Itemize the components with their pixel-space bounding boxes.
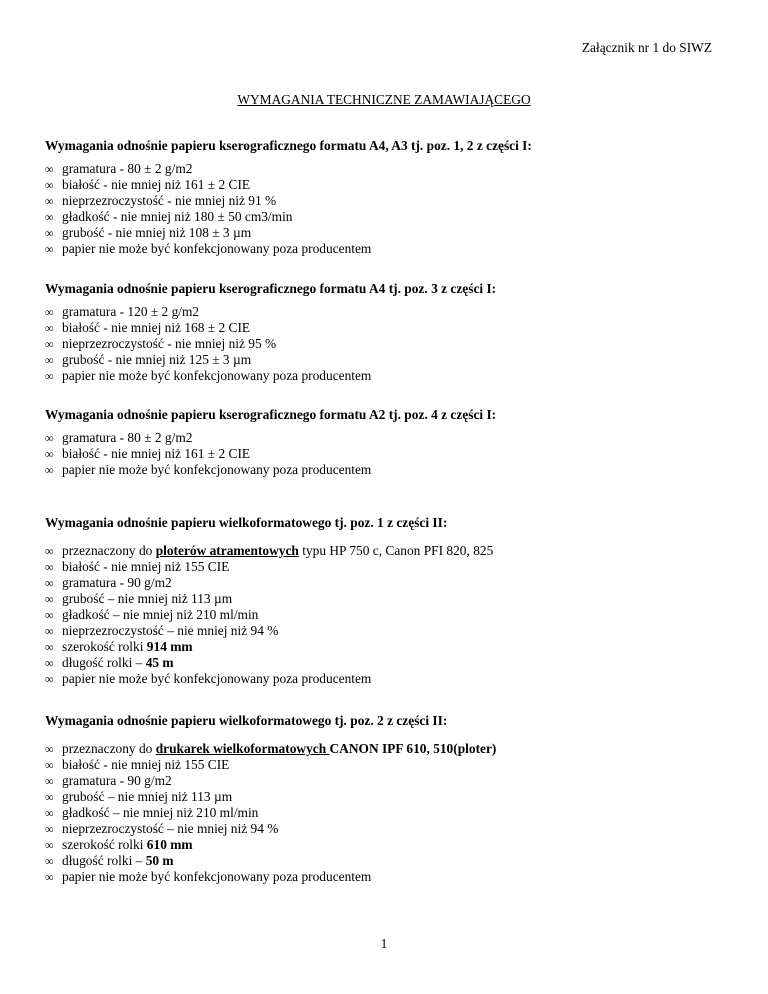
list-item: ∞ nieprzezroczystość – nie mniej niż 94 %	[45, 821, 279, 836]
list-item: ∞ gramatura - 80 ± 2 g/m2	[45, 161, 193, 176]
list-item: ∞ gramatura - 90 g/m2	[45, 773, 172, 788]
list-item: ∞ papier nie może być konfekcjonowany poza producentem	[45, 462, 372, 477]
bullet-icon: ∞	[45, 463, 54, 477]
list-item: ∞ grubość - nie mniej niż 125 ± 3 µm	[45, 352, 252, 367]
section-a4	[45, 281, 728, 384]
list-item: ∞ szerokość rolki 914 mm	[45, 639, 193, 654]
bullet-icon: ∞	[45, 838, 54, 852]
bullet-icon: ∞	[45, 854, 54, 868]
bullet-icon: ∞	[45, 624, 54, 638]
bullet-icon: ∞	[45, 210, 54, 224]
bullet-icon: ∞	[45, 242, 54, 256]
list-item: ∞ długość rolki – 45 m	[45, 655, 174, 670]
list-item: ∞ długość rolki – 50 m	[45, 853, 174, 868]
list-item: ∞ gładkość – nie mniej niż 210 ml/min	[45, 805, 259, 820]
bullet-icon: ∞	[45, 790, 54, 804]
list-item: ∞ gładkość - nie mniej niż 180 ± 50 cm3/min	[45, 209, 293, 224]
section-wide-format-1	[45, 515, 728, 687]
bullet-icon: ∞	[45, 431, 54, 445]
list-item: ∞ papier nie może być konfekcjonowany poza producentem	[45, 869, 372, 884]
list-item: ∞ gładkość – nie mniej niż 210 ml/min	[45, 607, 259, 622]
page-number: 1	[380, 936, 388, 951]
bullet-icon: ∞	[45, 194, 54, 208]
bullet-icon: ∞	[45, 337, 54, 351]
list-item: ∞ białość - nie mniej niż 168 ± 2 CIE	[45, 320, 251, 335]
section-wide-format-2	[45, 713, 728, 885]
list-item: ∞ przeznaczony do ploterów atramentowych typu HP 750 c, Canon PFI 820, 825	[45, 543, 494, 558]
list-item: ∞ papier nie może być konfekcjonowany poza producentem	[45, 241, 372, 256]
bullet-icon: ∞	[45, 321, 54, 335]
list-item: ∞ gramatura - 120 ± 2 g/m2	[45, 304, 200, 319]
section-a4-a3	[45, 138, 728, 257]
annex-label: Załącznik nr 1 do SIWZ	[581, 40, 712, 55]
requirements-list	[45, 161, 728, 257]
list-item: ∞ nieprzezroczystość - nie mniej niż 95 %	[45, 336, 277, 351]
bullet-icon: ∞	[45, 544, 54, 558]
list-item: ∞ białość - nie mniej niż 161 ± 2 CIE	[45, 177, 251, 192]
bullet-icon: ∞	[45, 305, 54, 319]
requirements-list	[45, 741, 728, 885]
section-heading: Wymagania odnośnie papieru kserograficznego formatu A2 tj. poz. 4 z części I:	[45, 407, 497, 422]
list-item: ∞ papier nie może być konfekcjonowany poza producentem	[45, 671, 372, 686]
list-item: ∞ przeznaczony do drukarek wielkoformatowych CANON IPF 610, 510(ploter)	[45, 741, 497, 756]
bullet-icon: ∞	[45, 178, 54, 192]
bullet-icon: ∞	[45, 774, 54, 788]
list-item: ∞ nieprzezroczystość – nie mniej niż 94 %	[45, 623, 279, 638]
requirements-list	[45, 304, 728, 384]
bullet-icon: ∞	[45, 369, 54, 383]
section-heading: Wymagania odnośnie papieru kserograficznego formatu A4, A3 tj. poz. 1, 2 z części I:	[45, 138, 532, 153]
bullet-icon: ∞	[45, 608, 54, 622]
section-a2	[45, 407, 728, 478]
bullet-icon: ∞	[45, 806, 54, 820]
list-item: ∞ szerokość rolki 610 mm	[45, 837, 193, 852]
list-item: ∞ nieprzezroczystość - nie mniej niż 91 %	[45, 193, 277, 208]
section-heading: Wymagania odnośnie papieru wielkoformatowego tj. poz. 2 z części II:	[45, 713, 448, 728]
section-heading: Wymagania odnośnie papieru kserograficznego formatu A4 tj. poz. 3 z części I:	[45, 281, 497, 296]
section-heading: Wymagania odnośnie papieru wielkoformatowego tj. poz. 1 z części II:	[45, 515, 448, 530]
bullet-icon: ∞	[45, 822, 54, 836]
list-item: ∞ grubość – nie mniej niż 113 µm	[45, 591, 233, 606]
bullet-icon: ∞	[45, 576, 54, 590]
bullet-icon: ∞	[45, 870, 54, 884]
bullet-icon: ∞	[45, 656, 54, 670]
document-title	[0, 92, 768, 108]
requirements-list	[45, 430, 728, 478]
bullet-icon: ∞	[45, 640, 54, 654]
bullet-icon: ∞	[45, 560, 54, 574]
bullet-icon: ∞	[45, 672, 54, 686]
bullet-icon: ∞	[45, 592, 54, 606]
bullet-icon: ∞	[45, 162, 54, 176]
bullet-icon: ∞	[45, 447, 54, 461]
list-item: ∞ papier nie może być konfekcjonowany poza producentem	[45, 368, 372, 383]
list-item: ∞ gramatura - 80 ± 2 g/m2	[45, 430, 193, 445]
bullet-icon: ∞	[45, 758, 54, 772]
bullet-icon: ∞	[45, 353, 54, 367]
bullet-icon: ∞	[45, 742, 54, 756]
list-item: ∞ białość - nie mniej niż 161 ± 2 CIE	[45, 446, 251, 461]
list-item: ∞ białość - nie mniej niż 155 CIE	[45, 757, 230, 772]
bullet-icon: ∞	[45, 226, 54, 240]
list-item: ∞ gramatura - 90 g/m2	[45, 575, 172, 590]
list-item: ∞ grubość - nie mniej niż 108 ± 3 µm	[45, 225, 252, 240]
requirements-list	[45, 543, 728, 687]
list-item: ∞ grubość – nie mniej niż 113 µm	[45, 789, 233, 804]
document-title-text: WYMAGANIA TECHNICZNE ZAMAWIAJĄCEGO	[237, 92, 531, 107]
list-item: ∞ białość - nie mniej niż 155 CIE	[45, 559, 230, 574]
